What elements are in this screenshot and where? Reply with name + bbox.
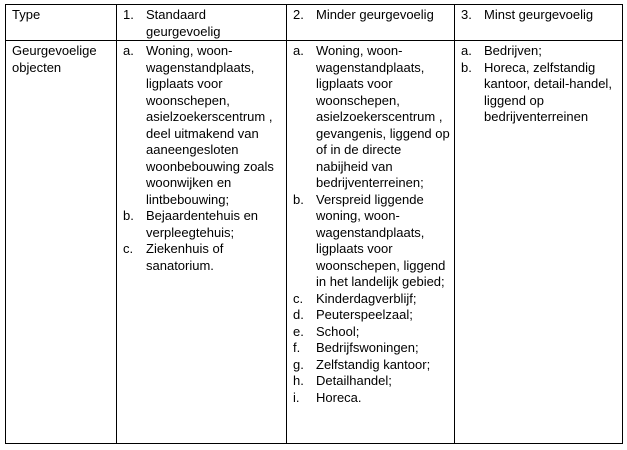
list-item: [293, 373, 450, 390]
list-item: [293, 307, 450, 324]
list-item-text: Bejaardentehuis en verpleegtehuis;: [146, 208, 259, 240]
list-item-text: Verspreid liggende woning, woon-wagenstandplaats, ligplaats voor woonschepen, liggend in het landelijk gebied;: [316, 191, 446, 289]
header-standard-number: 1.: [123, 7, 134, 22]
header-least-label: Minst geurgevoelig: [484, 7, 594, 22]
list-item: [293, 324, 450, 341]
table-body-row: [6, 41, 623, 444]
list-item-marker: i.: [293, 389, 300, 405]
less-items-list: [293, 43, 450, 406]
header-least-number: 3.: [461, 7, 472, 22]
list-item: [461, 43, 618, 60]
table-header-row: [6, 5, 623, 41]
list-item: [123, 208, 282, 241]
list-item-text: Woning, woon-wagenstandplaats, ligplaats voor woonschepen, asielzoekerscentrum , gevangenis, liggend op of in de directe nabijheid van bedrijventerreinen;: [316, 43, 450, 190]
list-item-text: Bedrijven;: [484, 43, 542, 58]
list-item-marker: f.: [293, 340, 301, 355]
list-item-text: Peuterspeelzaal;: [316, 307, 413, 322]
list-item-text: Ziekenhuis of sanatorium.: [146, 241, 224, 273]
list-item-text: Detailhandel;: [316, 373, 392, 388]
header-less-label: Minder geurgevoelig: [316, 7, 434, 22]
list-item: [293, 390, 450, 407]
least-items-list: [461, 43, 618, 126]
list-item: [123, 241, 282, 274]
header-standard-label: Standaard geurgevoelig: [146, 7, 221, 39]
list-item-text: Woning, woon-wagenstandplaats, ligplaats voor woonschepen, asielzoekerscentrum , deel uitmakend van aaneengesloten woonbebouwing zoals woonwijken en lintbebouwing;: [146, 43, 274, 207]
list-item: [293, 357, 450, 374]
list-item-marker: c.: [293, 290, 304, 306]
standard-items-list: [123, 43, 282, 274]
row-label-cell: [6, 41, 117, 444]
list-item-text: Horeca.: [316, 389, 362, 405]
header-least-cell: [455, 5, 623, 41]
list-item-marker: b.: [123, 208, 134, 223]
list-item: [461, 60, 618, 126]
least-items-cell: [455, 41, 623, 444]
list-item-marker: g.: [293, 356, 304, 372]
list-item-marker: h.: [293, 373, 304, 388]
header-type-label: Type: [12, 7, 41, 22]
list-item: [293, 340, 450, 357]
list-item-text: Horeca, zelfstandig kantoor, detail-handel, liggend op bedrijventerreinen: [484, 59, 612, 124]
list-item-marker: d.: [293, 307, 304, 322]
list-item-text: Kinderdagverblijf;: [316, 290, 417, 306]
list-item: [123, 43, 282, 208]
list-item-text: Zelfstandig kantoor;: [316, 356, 431, 372]
header-less-cell: [287, 5, 455, 41]
less-items-cell: [287, 41, 455, 444]
list-item-marker: a.: [123, 43, 134, 58]
odour-sensitivity-table: [5, 4, 623, 444]
list-item-marker: c.: [123, 241, 134, 256]
list-item-marker: b.: [461, 59, 472, 75]
list-item: [293, 43, 450, 192]
list-item: [293, 192, 450, 291]
list-item-text: School;: [316, 323, 360, 339]
header-type-cell: [6, 5, 117, 41]
list-item-marker: a.: [293, 43, 304, 58]
list-item-marker: e.: [293, 323, 304, 339]
list-item: [293, 291, 450, 308]
header-standard-cell: [117, 5, 287, 41]
header-less-number: 2.: [293, 7, 304, 22]
row-label: Geurgevoelige objecten: [12, 43, 97, 75]
list-item-text: Bedrijfswoningen;: [316, 340, 419, 355]
list-item-marker: a.: [461, 43, 472, 58]
list-item-marker: b.: [293, 191, 304, 207]
standard-items-cell: [117, 41, 287, 444]
